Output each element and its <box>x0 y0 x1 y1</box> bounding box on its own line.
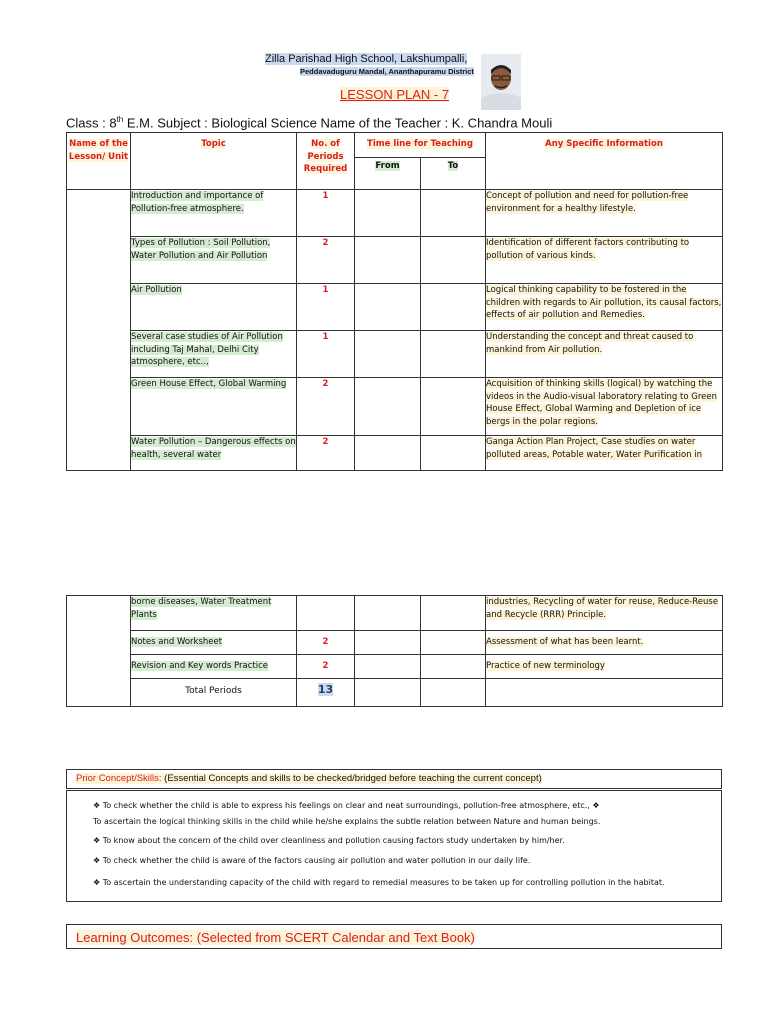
periods-cell <box>297 596 355 631</box>
info-cell: Logical thinking capability to be fostered in the children with regards to Air pollution, its causal factors, effects of air pollution and Remedies. <box>486 284 723 331</box>
header-timeline: Time line for Teaching <box>355 133 486 158</box>
header-periods: No. of Periods Required <box>297 133 355 190</box>
table-row <box>67 631 723 655</box>
info-cell: Understanding the concept and threat caused to mankind from Air pollution. <box>486 331 723 378</box>
lesson-plan-table-continued <box>66 595 723 707</box>
teacher-photo-icon <box>481 54 521 110</box>
outcomes-label: Learning Outcomes: <box>76 930 194 945</box>
periods-cell: 1 <box>297 331 355 378</box>
from-cell <box>355 631 421 655</box>
mandal-name: Peddavaduguru Mandal, Ananthapuramu District <box>300 67 474 76</box>
periods-cell: 1 <box>297 190 355 237</box>
table-row <box>67 284 723 331</box>
lesson-cell <box>67 190 131 471</box>
topic-cell: Types of Pollution : Soil Pollution, Water Pollution and Air Pollution <box>131 237 297 284</box>
topic-cell: Several case studies of Air Pollution including Taj Mahal, Delhi City atmosphere, etc.., <box>131 331 297 378</box>
topic-cell: Revision and Key words Practice <box>131 655 297 679</box>
table-row-total <box>67 679 723 707</box>
info-cell: Ganga Action Plan Project, Case studies on water polluted areas, Potable water, Water Purification in <box>486 436 723 471</box>
to-cell <box>421 436 486 471</box>
header-info: Any Specific Information <box>486 133 723 190</box>
periods-cell: 2 <box>297 436 355 471</box>
from-cell <box>355 436 421 471</box>
to-cell <box>421 331 486 378</box>
info-cell: Concept of pollution and need for pollution-free environment for a healthy lifestyle. <box>486 190 723 237</box>
learning-outcomes-box <box>66 924 722 949</box>
periods-cell: 2 <box>297 631 355 655</box>
table-row <box>67 190 723 237</box>
lesson-plan-title: LESSON PLAN - 7 <box>340 87 450 102</box>
topic-cell: Green House Effect, Global Warming <box>131 378 297 436</box>
outcomes-desc: (Selected from SCERT Calendar and Text Book) <box>193 930 475 945</box>
prior-concept-list <box>66 790 722 902</box>
to-cell <box>421 596 486 631</box>
prior-desc: (Essential Concepts and skills to be checked/bridged before teaching the current concept) <box>161 773 542 784</box>
info-cell: Acquisition of thinking skills (logical) by watching the videos in the Audio-visual laboratory relating to Green House Effect, Global Warming and Depletion of ice bergs in the polar regions. <box>486 378 723 436</box>
table-row <box>67 331 723 378</box>
to-cell <box>421 237 486 284</box>
to-cell <box>421 655 486 679</box>
from-cell <box>355 284 421 331</box>
list-item: ❖ To check whether the child is able to express his feelings on clear and neat surroundings, pollution-free atmosphere, etc., ❖ <box>93 801 600 810</box>
periods-cell: 2 <box>297 378 355 436</box>
to-cell <box>421 631 486 655</box>
info-cell: Identification of different factors contributing to pollution of various kinds. <box>486 237 723 284</box>
header-from: From <box>355 158 421 190</box>
lesson-plan-table <box>66 132 723 471</box>
prior-concept-header <box>66 769 722 789</box>
list-item: ❖ To know about the concern of the child over cleanliness and pollution causing factors study undertaken by him/her. <box>93 836 565 845</box>
from-cell <box>355 237 421 284</box>
class-sup: th <box>116 115 124 124</box>
from-cell <box>355 190 421 237</box>
from-cell <box>355 596 421 631</box>
table-row <box>67 596 723 631</box>
table-row <box>67 436 723 471</box>
list-item: ❖ To ascertain the understanding capacity of the child with regard to remedial measures to be taken up for controlling pollution in the habitat. <box>93 878 665 887</box>
total-value: 13 <box>297 679 355 707</box>
table-row <box>67 378 723 436</box>
info-cell: Assessment of what has been learnt. <box>486 631 723 655</box>
periods-cell: 2 <box>297 237 355 284</box>
info-cell: industries, Recycling of water for reuse, Reduce-Reuse and Recycle (RRR) Principle. <box>486 596 723 631</box>
teacher-photo <box>481 54 521 110</box>
to-cell <box>421 190 486 237</box>
from-cell <box>355 655 421 679</box>
to-cell <box>421 284 486 331</box>
info-cell <box>486 679 723 707</box>
to-cell <box>421 378 486 436</box>
list-item: To ascertain the logical thinking skills in the child while he/she explains the subtle relation between Nature and human beings. <box>93 817 601 826</box>
header-to: To <box>421 158 486 190</box>
prior-label: Prior Concept/Skills: <box>76 773 162 784</box>
info-cell: Practice of new terminology <box>486 655 723 679</box>
topic-cell: Water Pollution – Dangerous effects on health, several water <box>131 436 297 471</box>
school-name: Zilla Parishad High School, Lakshumpalli, <box>265 53 468 65</box>
table-row <box>67 237 723 284</box>
from-cell <box>355 378 421 436</box>
periods-cell: 1 <box>297 284 355 331</box>
from-cell <box>355 679 421 707</box>
total-label: Total Periods <box>131 679 297 707</box>
header-topic: Topic <box>131 133 297 190</box>
list-item: ❖ To check whether the child is aware of the factors causing air pollution and water pollution in our daily life. <box>93 856 531 865</box>
topic-cell: borne diseases, Water Treatment Plants <box>131 596 297 631</box>
topic-cell: Notes and Worksheet <box>131 631 297 655</box>
to-cell <box>421 679 486 707</box>
lesson-cell <box>67 596 131 707</box>
table-row <box>67 655 723 679</box>
topic-cell: Introduction and importance of Pollution-free atmosphere. <box>131 190 297 237</box>
class-info-line <box>66 115 552 130</box>
periods-cell: 2 <box>297 655 355 679</box>
from-cell <box>355 331 421 378</box>
class-rest: E.M. Subject : Biological Science Name of the Teacher : K. Chandra Mouli <box>123 115 553 131</box>
class-prefix: Class : 8 <box>66 115 117 131</box>
header-lesson: Name of the Lesson/ Unit <box>67 133 131 190</box>
topic-cell: Air Pollution <box>131 284 297 331</box>
